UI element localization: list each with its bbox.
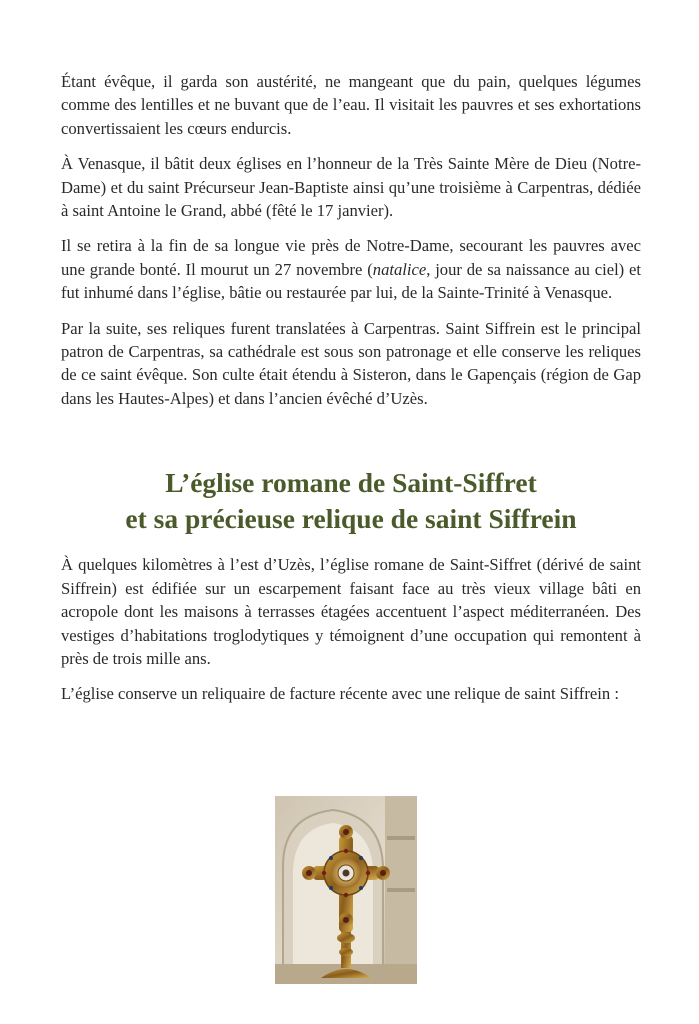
paragraph-death xyxy=(61,234,641,304)
paragraph-reliquary-intro: L’église conserve un reliquaire de facture récente avec une relique de saint Siffrein : xyxy=(61,684,619,704)
paragraph-austerity: Étant évêque, il garda son austérité, ne mangeant que du pain, quelques légumes comme des lentilles et ne buvant que de l’eau. Il visitait les pauvres et ses exhortations convertissaient les cœurs endurcis. xyxy=(61,72,641,138)
document-page xyxy=(61,70,641,718)
paragraph-death-part2: , jour de sa naissance au ciel) et fut inhumé dans l’église, bâtie ou restaurée par lui, de la Sainte-Trinité à Venasque. xyxy=(61,259,641,303)
paragraph-saint-siffret-church: À quelques kilomètres à l’est d’Uzès, l’église romane de Saint-Siffret (dérivé de saint Siffrein) est édifiée sur un escarpement faisant face au très vieux village bâti en acropole dont les maisons à terrasses étagées accentuent l’aspect méditerranéen. Des vestiges d’habitations troglodytiques y témoignent d’une occupation qui remontent à près de trois mille ans. xyxy=(61,555,641,668)
reliquary-photo xyxy=(275,796,417,984)
section-heading xyxy=(61,465,641,537)
section-heading-line-1: L’église romane de Saint-Siffret xyxy=(165,467,537,499)
paragraph-venasque-churches: À Venasque, il bâtit deux églises en l’honneur de la Très Sainte Mère de Dieu (Notre-Dame) et du saint Précurseur Jean-Baptiste ainsi qu’une troisième à Carpentras, dédiée à saint Antoine le Grand, abbé (fêté le 17 janvier). xyxy=(61,154,641,221)
section-heading-line-2: et sa précieuse relique de saint Siffrein xyxy=(125,503,577,535)
natalice-term: natalice xyxy=(372,259,427,279)
paragraph-relics: Par la suite, ses reliques furent translatées à Carpentras. Saint Siffrein est le principal patron de Carpentras, sa cathédrale est sous son patronage et elle conserve les reliques de ce saint évêque. Son culte était étendu à Sisteron, dans le Gapençais (région de Gap dans les Hautes-Alpes) et dans l’ancien évêché d’Uzès. xyxy=(61,318,641,408)
paragraph-death-part1: Il se retira à la fin de sa longue vie près de Notre-Dame, secourant les pauvres avec une grande bonté. Il mourut un 27 novembre ( xyxy=(61,236,641,279)
section-body xyxy=(61,553,641,705)
